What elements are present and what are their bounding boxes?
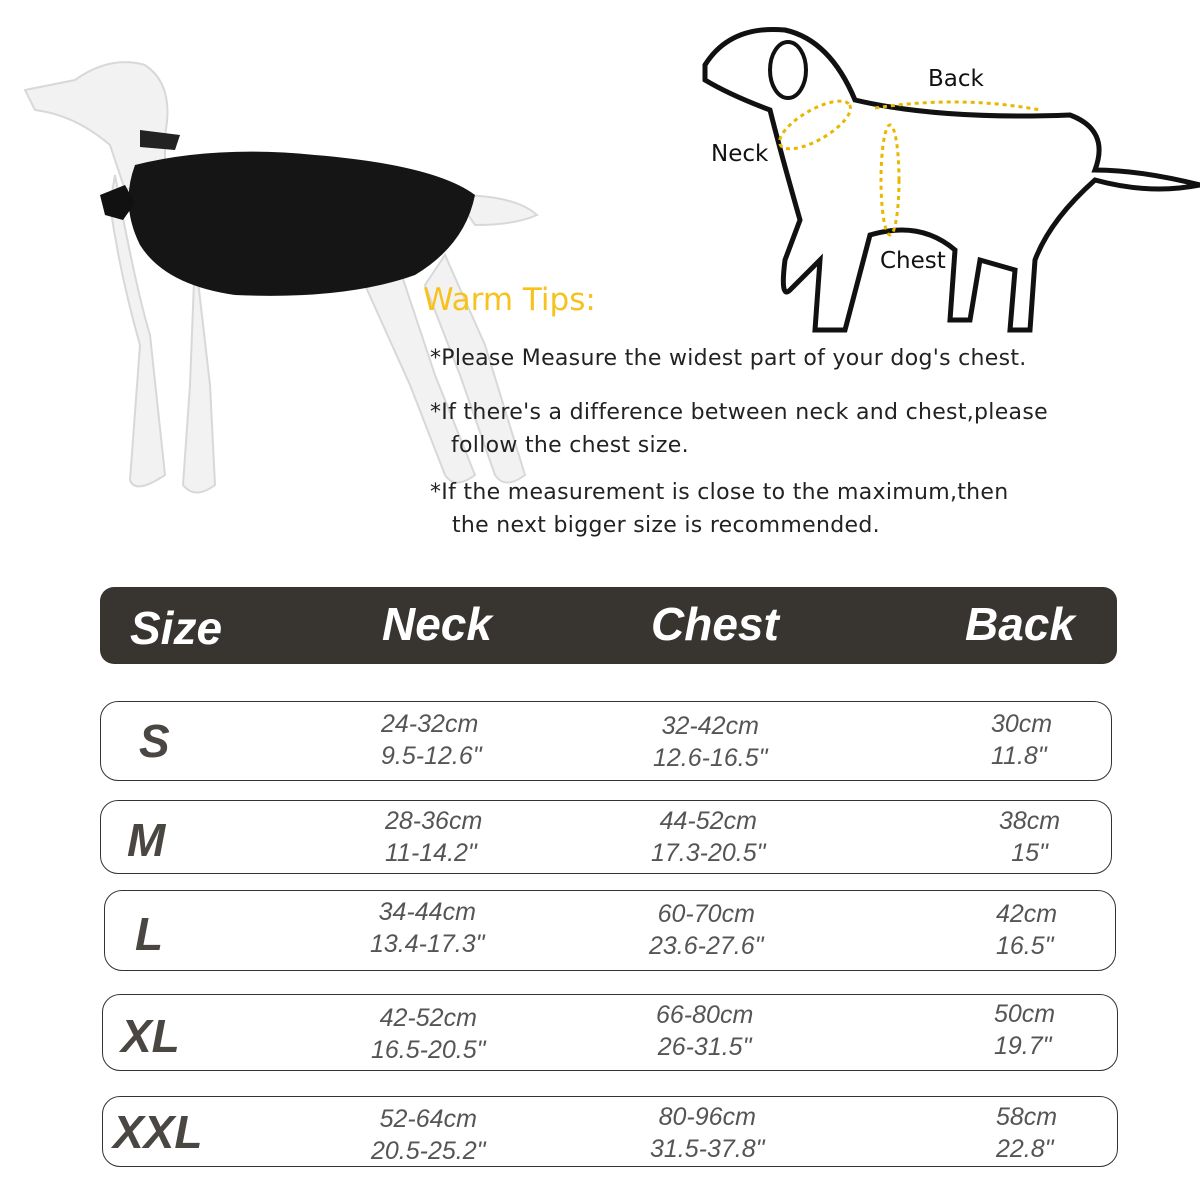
tip-3-line1: *If the measurement is close to the maximum,then [430,480,1009,505]
back-cm: 30cm [991,710,1053,738]
chest-in: 12.6-16.5" [653,744,768,772]
neck-value [371,1103,486,1167]
table-row-l [104,890,1116,971]
neck-in: 13.4-17.3" [370,930,485,958]
back-label: Back [928,66,984,92]
neck-value [370,896,485,960]
chest-cm: 44-52cm [659,807,757,835]
tip-3 [430,476,1009,542]
table-row-xxl [102,1096,1118,1167]
chest-value [650,1101,765,1165]
chest-in: 17.3-20.5" [651,839,766,867]
back-in: 16.5" [996,932,1054,960]
tip-1 [430,342,1027,375]
table-row-s [100,701,1112,781]
neck-label: Neck [711,141,769,167]
neck-cm: 28-36cm [385,807,483,835]
back-cm: 38cm [999,807,1061,835]
back-in: 11.8" [991,742,1047,770]
neck-cm: 34-44cm [378,898,476,926]
back-value [996,898,1057,962]
table-header [100,587,1117,664]
neck-value [371,1002,486,1066]
back-cm: 42cm [996,900,1058,928]
neck-in: 16.5-20.5" [371,1036,486,1064]
neck-value [385,805,482,869]
back-cm: 58cm [996,1103,1058,1131]
chest-value [649,898,764,962]
table-row-m [100,800,1112,874]
back-value [991,708,1052,772]
size-label: XL [121,1010,180,1062]
chest-in: 23.6-27.6" [649,932,764,960]
back-cm: 50cm [994,1000,1056,1028]
tips-title: Warm Tips: [423,282,596,318]
chest-cm: 80-96cm [658,1103,756,1131]
size-label: M [127,814,166,866]
chest-value [653,710,768,774]
neck-cm: 42-52cm [379,1004,477,1032]
back-value [996,1101,1057,1165]
tip-2-line1: *If there's a difference between neck and chest,please [430,400,1048,425]
neck-value [381,708,482,772]
chest-in: 31.5-37.8" [650,1135,765,1163]
header-back: Back [965,598,1075,650]
neck-cm: 52-64cm [379,1105,477,1133]
header-chest: Chest [651,598,779,650]
tip-1-line1: *Please Measure the widest part of your dog's chest. [430,346,1027,371]
chest-value [656,999,753,1063]
size-label: L [135,908,164,960]
chest-in: 26-31.5" [657,1033,752,1061]
tip-2 [430,396,1048,462]
chest-label: Chest [880,248,946,274]
tip-2-line2: follow the chest size. [451,433,689,458]
chest-value [651,805,766,869]
back-in: 19.7" [994,1032,1052,1060]
size-label: S [139,715,170,767]
chest-cm: 32-42cm [661,712,759,740]
header-size: Size [130,602,223,654]
chest-cm: 60-70cm [657,900,755,928]
neck-in: 9.5-12.6" [381,742,482,770]
back-value [999,805,1060,869]
back-value [994,998,1055,1062]
header-neck: Neck [382,598,492,650]
size-label: XXL [113,1106,203,1158]
back-in: 22.8" [996,1135,1054,1163]
chest-cm: 66-80cm [656,1001,754,1029]
tip-3-line2: the next bigger size is recommended. [452,513,880,538]
neck-cm: 24-32cm [381,710,479,738]
table-row-xl [102,994,1118,1071]
neck-in: 20.5-25.2" [371,1137,486,1165]
back-in: 15" [1011,839,1048,867]
neck-in: 11-14.2" [385,839,477,867]
